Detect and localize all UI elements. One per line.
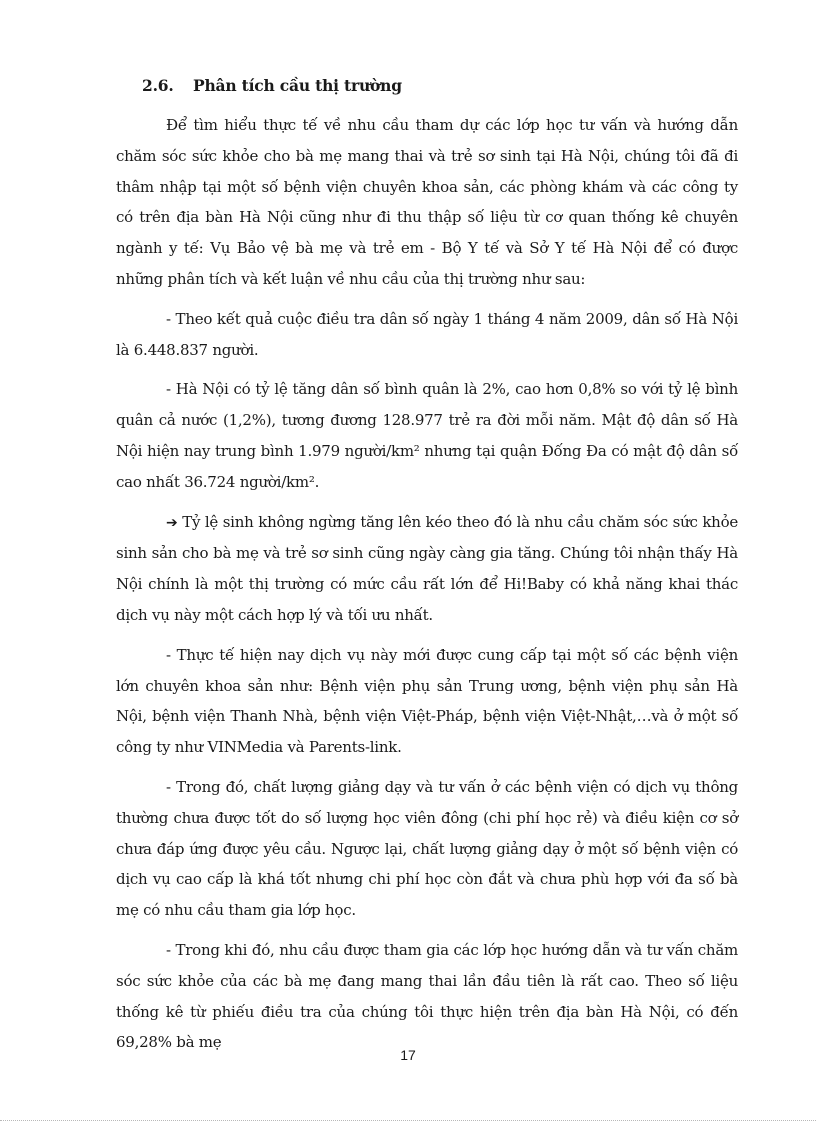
paragraph-conclusion-text: Tỷ lệ sinh không ngừng tăng lên kéo theo đó là nhu cầu chăm sóc sức khỏe sinh sản cho bà mẹ và trẻ sơ sinh cũng ngày càng gia tăng. Chúng tôi nhận thấy Hà Nội chính là một thị trường có mức cầu rất lớn để Hi!Baby có khả năng khai thác dịch vụ này một cách hợp lý và tối ưu nhất.: [116, 512, 738, 624]
section-title: Phân tích cầu thị trường: [193, 76, 402, 95]
page-number: 17: [400, 1047, 416, 1063]
paragraph-intro: Để tìm hiểu thực tế về nhu cầu tham dự các lớp học tư vấn và hướng dẫn chăm sóc sức khỏe cho bà mẹ mang thai và trẻ sơ sinh tại Hà Nội, chúng tôi đã đi thâm nhập tại một số bệnh viện chuyên khoa sản, các phòng khám và các công ty có trên địa bàn Hà Nội cũng như đi thu thập số liệu từ cơ quan thống kê chuyên ngành y tế: Vụ Bảo vệ bà mẹ và trẻ em - Bộ Y tế và Sở Y tế Hà Nội để có được những phân tích và kết luận về nhu cầu của thị trường như sau:: [116, 116, 738, 288]
paragraph-conclusion: [116, 507, 738, 631]
right-arrow-icon: ➔: [166, 514, 178, 531]
paragraph-providers: - Thực tế hiện nay dịch vụ này mới được cung cấp tại một số các bệnh viện lớn chuyên khoa sản như: Bệnh viện phụ sản Trung ương, bệnh viện phụ sản Hà Nội, bệnh viện Thanh Nhà, bệnh viện Việt-Pháp, bệnh viện Việt-Nhật,…và ở một số công ty như VINMedia và Parents-link.: [116, 645, 738, 757]
paragraph-population: - Theo kết quả cuộc điều tra dân số ngày 1 tháng 4 năm 2009, dân số Hà Nội là 6.448.837 người.: [116, 309, 738, 359]
paragraph-quality: - Trong đó, chất lượng giảng dạy và tư vấn ở các bệnh viện có dịch vụ thông thường chưa được tốt do số lượng học viên đông (chi phí học rẻ) và điều kiện cơ sở chưa đáp ứng được yêu cầu. Ngược lại, chất lượng giảng dạy ở một số bệnh viện có dịch vụ cao cấp là khá tốt nhưng chi phí học còn đắt và chưa phù hợp với đa số bà mẹ có nhu cầu tham gia lớp học.: [116, 777, 738, 920]
paragraph-demand: - Trong khi đó, nhu cầu được tham gia các lớp học hướng dẫn và tư vấn chăm sóc sức khỏe của các bà mẹ đang mang thai lần đầu tiên là rất cao. Theo số liệu thống kê từ phiếu điều tra của chúng tôi thực hiện trên địa bàn Hà Nội, có đến 69,28% bà mẹ: [116, 940, 738, 1052]
section-number: 2.6.: [142, 76, 174, 95]
page-bottom-divider: [0, 1120, 816, 1121]
section-heading: [142, 76, 402, 95]
paragraph-growth-rate: - Hà Nội có tỷ lệ tăng dân số bình quân là 2%, cao hơn 0,8% so với tỷ lệ bình quân cả nước (1,2%), tương đương 128.977 trẻ ra đời mỗi năm. Mật độ dân số Hà Nội hiện nay trung bình 1.979 người/km² nhưng tại quận Đống Đa có mật độ dân số cao nhất 36.724 người/km².: [116, 380, 738, 491]
body-text: [116, 110, 738, 1067]
